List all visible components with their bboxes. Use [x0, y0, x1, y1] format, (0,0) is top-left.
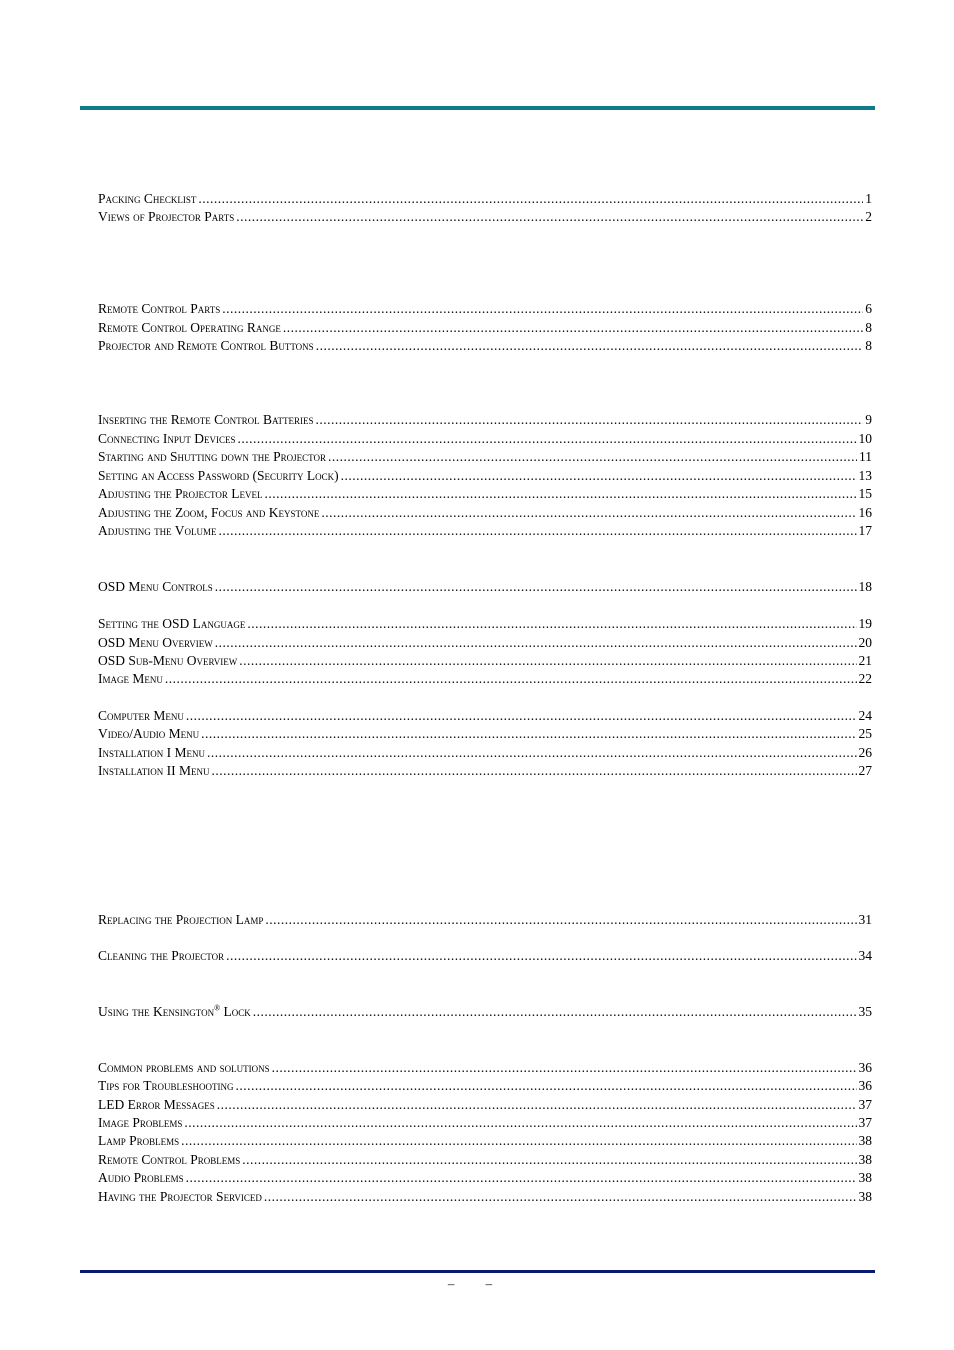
- toc-page: 25: [858, 726, 872, 741]
- toc-title: Setting an Access Password (Security Lock): [98, 468, 339, 483]
- toc-page: 2: [865, 209, 872, 224]
- toc-title: Remote Control Operating Range: [98, 320, 281, 335]
- header-rule: [80, 106, 875, 110]
- toc-page: 21: [858, 653, 872, 668]
- toc-entry[interactable]: [98, 1169, 872, 1187]
- toc-page: 22: [858, 671, 872, 686]
- leader-dots: [236, 1077, 857, 1095]
- toc-title: Image Menu: [98, 671, 163, 686]
- toc-page: 37: [858, 1115, 872, 1130]
- toc-entry[interactable]: [98, 430, 872, 448]
- leader-dots: [265, 911, 856, 929]
- toc-page: 1: [865, 191, 872, 206]
- toc-entry[interactable]: [98, 744, 872, 762]
- leader-dots: [186, 1169, 857, 1187]
- toc-title: Packing Checklist: [98, 191, 197, 206]
- leader-dots: [315, 411, 863, 429]
- toc-entry[interactable]: [98, 190, 872, 208]
- toc-title: Installation II Menu: [98, 763, 210, 778]
- toc-entry[interactable]: [98, 911, 872, 929]
- toc-page: 31: [858, 912, 872, 927]
- toc-entry[interactable]: [98, 467, 872, 485]
- leader-dots: [236, 208, 863, 226]
- toc-title-text: Lock: [220, 1004, 251, 1019]
- leader-dots: [215, 578, 857, 596]
- toc-page: 20: [858, 635, 872, 650]
- toc-page: 19: [858, 616, 872, 631]
- toc-title: Cleaning the Projector: [98, 948, 225, 963]
- leader-dots: [247, 615, 856, 633]
- toc-title: Projector and Remote Control Buttons: [98, 338, 314, 353]
- toc-title: Having the Projector Serviced: [98, 1189, 262, 1204]
- toc-title: Common problems and solutions: [98, 1060, 270, 1075]
- toc-entry[interactable]: [98, 652, 872, 670]
- leader-dots: [198, 190, 863, 208]
- toc-title: Remote Control Parts: [98, 301, 221, 316]
- toc-title: [98, 1003, 251, 1021]
- toc-title-text: Using the Kensington: [98, 1004, 215, 1019]
- toc-entry[interactable]: [98, 411, 872, 429]
- toc-title: OSD Sub-Menu Overview: [98, 653, 238, 668]
- toc-page: 36: [858, 1060, 872, 1075]
- toc-title: Tips for Troubleshooting: [98, 1078, 234, 1093]
- leader-dots: [264, 1188, 857, 1206]
- toc-title: Inserting the Remote Control Batteries: [98, 412, 314, 427]
- toc-entry[interactable]: [98, 504, 872, 522]
- toc-title: Remote Control Problems: [98, 1152, 241, 1167]
- toc-title: Lamp Problems: [98, 1133, 180, 1148]
- leader-dots: [226, 947, 856, 965]
- toc-page: 18: [858, 579, 872, 594]
- toc-entry[interactable]: [98, 1096, 872, 1114]
- toc-entry[interactable]: [98, 1003, 872, 1021]
- toc-page: 16: [858, 505, 872, 520]
- leader-dots: [328, 448, 857, 466]
- toc-page: 10: [858, 431, 872, 446]
- leader-dots: [212, 762, 857, 780]
- toc-page: 6: [865, 301, 872, 316]
- toc-title: Video/Audio Menu: [98, 726, 200, 741]
- toc-title: Adjusting the Projector Level: [98, 486, 263, 501]
- toc-entry[interactable]: [98, 1151, 872, 1169]
- toc-entry[interactable]: [98, 762, 872, 780]
- toc-entry[interactable]: [98, 522, 872, 540]
- toc-title: OSD Menu Overview: [98, 635, 213, 650]
- footer-rule: [80, 1270, 875, 1273]
- toc-title: Connecting Input Devices: [98, 431, 236, 446]
- toc-page: 37: [858, 1097, 872, 1112]
- leader-dots: [207, 744, 856, 762]
- toc-title: Setting the OSD Language: [98, 616, 246, 631]
- toc-entry[interactable]: [98, 300, 872, 318]
- toc-page: 27: [858, 763, 872, 778]
- toc-page: 38: [858, 1170, 872, 1185]
- toc-title: Installation I Menu: [98, 745, 206, 760]
- toc-page: 34: [858, 948, 872, 963]
- toc-title: Audio Problems: [98, 1170, 184, 1185]
- toc-entry[interactable]: [98, 578, 872, 596]
- leader-dots: [283, 319, 863, 337]
- toc-page: 24: [858, 708, 872, 723]
- toc-entry[interactable]: [98, 1114, 872, 1132]
- toc-page: 9: [865, 412, 872, 427]
- registered-mark: ®: [214, 1003, 221, 1013]
- toc-title: Image Problems: [98, 1115, 183, 1130]
- toc-page: 15: [858, 486, 872, 501]
- toc-entry[interactable]: [98, 1188, 872, 1206]
- toc-title: LED Error Messages: [98, 1097, 215, 1112]
- toc-page: 8: [865, 320, 872, 335]
- toc-page: 38: [858, 1133, 872, 1148]
- leader-dots: [222, 300, 863, 318]
- leader-dots: [239, 652, 856, 670]
- leader-dots: [217, 1096, 857, 1114]
- toc-entry[interactable]: [98, 448, 872, 466]
- toc-title: OSD Menu Controls: [98, 579, 213, 594]
- toc-entry[interactable]: [98, 615, 872, 633]
- toc-title: Computer Menu: [98, 708, 184, 723]
- leader-dots: [184, 1114, 856, 1132]
- toc-title: Replacing the Projection Lamp: [98, 912, 264, 927]
- leader-dots: [341, 467, 857, 485]
- leader-dots: [238, 430, 857, 448]
- toc-page: 38: [858, 1189, 872, 1204]
- toc-entry[interactable]: [98, 725, 872, 743]
- leader-dots: [165, 670, 857, 688]
- leader-dots: [321, 504, 856, 522]
- toc-title: Views of Projector Parts: [98, 209, 235, 224]
- leader-dots: [186, 707, 857, 725]
- toc-page: 35: [858, 1004, 872, 1019]
- toc-entry[interactable]: [98, 1059, 872, 1077]
- toc-page: 8: [865, 338, 872, 353]
- leader-dots: [242, 1151, 856, 1169]
- leader-dots: [253, 1003, 857, 1021]
- toc-title: Adjusting the Zoom, Focus and Keystone: [98, 505, 320, 520]
- leader-dots: [215, 634, 857, 652]
- toc-page: 13: [858, 468, 872, 483]
- toc-entry[interactable]: [98, 1132, 872, 1150]
- toc-entry[interactable]: [98, 337, 872, 355]
- toc-entry[interactable]: [98, 670, 872, 688]
- leader-dots: [201, 725, 856, 743]
- toc-entry[interactable]: [98, 1077, 872, 1095]
- toc-entry[interactable]: [98, 947, 872, 965]
- leader-dots: [316, 337, 864, 355]
- toc-page: 26: [858, 745, 872, 760]
- leader-dots: [264, 485, 856, 503]
- leader-dots: [219, 522, 857, 540]
- toc-entry[interactable]: [98, 707, 872, 725]
- toc-entry[interactable]: [98, 634, 872, 652]
- leader-dots: [272, 1059, 857, 1077]
- page-number-footer: – –: [447, 1276, 507, 1291]
- toc-title: Starting and Shutting down the Projector: [98, 449, 326, 464]
- toc-page: 38: [858, 1152, 872, 1167]
- toc-page: 36: [858, 1078, 872, 1093]
- leader-dots: [181, 1132, 856, 1150]
- toc-page: 11: [859, 449, 872, 464]
- toc-entry[interactable]: [98, 208, 872, 226]
- toc-entry[interactable]: [98, 319, 872, 337]
- toc-entry[interactable]: [98, 485, 872, 503]
- toc-page: 17: [858, 523, 872, 538]
- toc-title: Adjusting the Volume: [98, 523, 217, 538]
